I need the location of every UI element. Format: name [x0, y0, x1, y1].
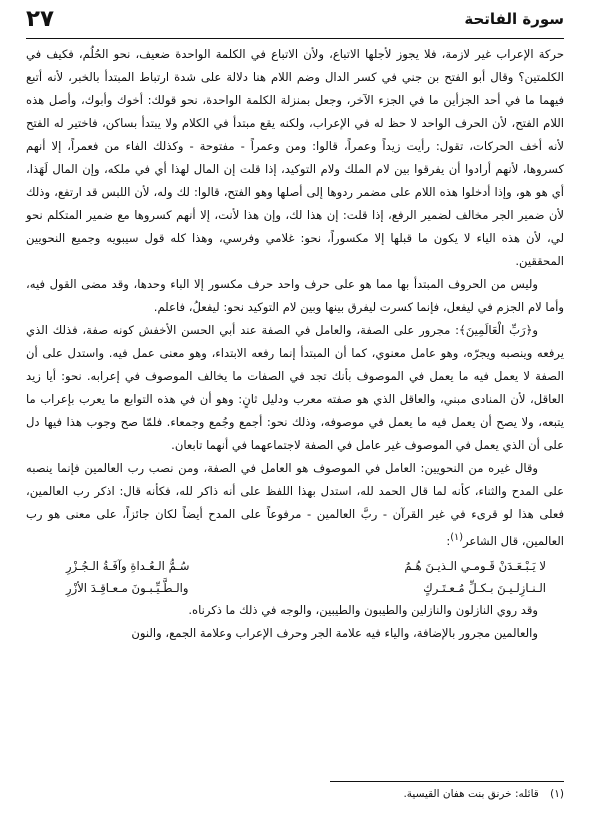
- verse-2-second-hemistich: والـطَّـيِّـبـونَ مـعـاقِـدَ الأزْرِ: [66, 580, 189, 595]
- paragraph-4-text: وقال غيره من النحويين: العامل في الموصوف هو العامل في الصفة، ومن نصب رب العالمين فإنما ينصبه على المدح والثناء، كأنه لما قال الحمد لله، استدل بهذا اللفظ على أنه ذاكر لله، فكأنه قال: اذكر رب العالمين، فعلى هذا لو قرىء في غير القرآن - ربَّ العالمين - مرفوعاً على المدح أيضاً لكان جائزاً، على معنى هو رب العالمين، قال الشاعر: [26, 461, 564, 548]
- footnote-number: (١): [550, 788, 564, 800]
- paragraph-4: وقال غيره من النحويين: العامل في الموصوف هو العامل في الصفة، ومن نصب رب العالمين فإنما ينصبه على المدح والثناء، كأنه لما قال الحمد لله، استدل بهذا اللفظ على أنه ذاكر لله، فكأنه قال: اذكر رب العالمين، فعلى هذا لو قرىء في غير القرآن - ربَّ العالمين - مرفوعاً على المدح أيضاً لكان جائزاً، على معنى هو رب العالمين، قال الشاعر$^{(١)}$:: [26, 461, 564, 548]
- footnote: [403, 788, 564, 800]
- footnote-marker: (١): [450, 532, 463, 543]
- verse-2-first-hemistich: الـنـازِلـيـنَ بـكـلِّ مُـعـتَـركٍ: [423, 580, 546, 595]
- paragraph-2: وليس من الحروف المبتدأ بها مما هو على حرف واحد حرف مكسور إلا الباء وحدها، وقد مضى القول فيه، وأما لام الجزم في ليفعل، فإنما كسرت ليفرق بينها وبين لام التوكيد نحو: ليفعلُ، فاعلم.: [26, 277, 564, 314]
- verse-1: [26, 555, 564, 577]
- page-number: ٢٧: [26, 6, 55, 32]
- paragraph-1: حركة الإعراب غير لازمة، فلا يجوز لأجلها الاتباع، ولأن الاتباع في الكلمة الواحدة ضعيف، نحو الحُلُم، فكيف في الكلمتين؟ وقال أبو الفتح بن جني في كسر الدال وضم اللام هنا دلالة على شدة ارتباط المبتدأ بالخبر، لأنه أتبع فيهما ما في أحد الجزأين ما في الجزء الآخر، وجعل بمنزلة الكلمة الواحدة، نحو قولك: أخوك وأبوك، وأصل هذه اللام الفتح، لأن الحرف الواحد لا حظ له في الإعراب، ولكنه يقع مبتدأ في الكلام ولا يبتدأ بساكن، فاختير له الفتح لأنه أخف الحركات، تقول: رأيت زيداً وعمراً، قالوا: ومن وعمراً - مفتوحة - وكذلك الفاء من فعمراً، إلا أنهم كسروها، لأنهم أرادوا أن يفرقوا بين لام الملك ولام التوكيد، إذا قلت إن المال لهذا أي في ملكه، وإن المال لَهَذا، أي هو هو، وإذا أدخلوا هذه اللام على مضمر ردوها إلى أصلها وهو الفتح، قالوا: لك وله، لأن اللبس قد ارتفع، وذلك لأن ضمير الجر مخالف لضمير الرفع، إذا قلت: إن هذا لك، وإن هذا لأنت، إلا أنهم كسروها مع ضمير المتكلم نحو لي، لأن هذه الياء لا يكون ما قبلها إلا مكسوراً، نحو: غلامي وفرسي، وهذا كله قول سيبويه وجميع النحويين المحققين.: [26, 47, 564, 268]
- verse-1-second-hemistich: سُـمُّ الـعُـداةِ وآفَـةُ الـجُـزْرِ: [66, 558, 190, 573]
- poem: [26, 555, 564, 599]
- footnote-divider: [330, 781, 564, 782]
- footnote-text: قائله: خرنق بنت هفان القيسية.: [403, 788, 539, 800]
- paragraph-3: و﴿رَبِّ الْعَالَمِينَ﴾: مجرور على الصفة، والعامل في الصفة عند أبي الحسن الأخفش كونه صفة، فذلك الذي يرفعه وينصبه ويجرّه، وهو عامل معنوي، كما أن المبتدأ إنما رفعه الابتداء، وهو معنى عمل فيه. واستدل على أن الصفة لا يعمل فيه ما يعمل في الموصوف بأنك تجد في الصفات ما يخالف الموصوف في إعرابه. نحو: أيا زيد العاقل، لأن المنادى مبني، والعاقل الذي هو صفته معرب ودليل ثانٍ: وهو أن في هذه التوابع ما يعرب بإعراب ما يتبعه، ولا يصح أن يعمل فيه ما يعمل في موصوفه، وذلك نحو: أجمع وجُمع وجمعاء. فلمّا صح وجوب هذا فيها دل على أن الذي يعمل في الموصوف غير عامل في الصفة لاجتماعهما في أنهما تابعان.: [26, 323, 564, 452]
- verse-2: [26, 577, 564, 599]
- paragraph-6: والعالمين مجرور بالإضافة، والياء فيه علامة الجر وحرف الإعراب وعلامة الجمع، والنون: [131, 625, 538, 640]
- verse-1-first-hemistich: لا يَـبْـعَـدَنْ قَـومـي الـذيـنَ هُـمُ: [404, 558, 546, 573]
- main-text: [26, 43, 564, 645]
- running-title: سورة الفاتحة: [464, 10, 564, 28]
- page-header: [26, 8, 564, 39]
- paragraph-5: وقد روي النازلون والنازلين والطيبون والطيبين، والوجه في ذلك ما ذكرناه.: [188, 602, 538, 617]
